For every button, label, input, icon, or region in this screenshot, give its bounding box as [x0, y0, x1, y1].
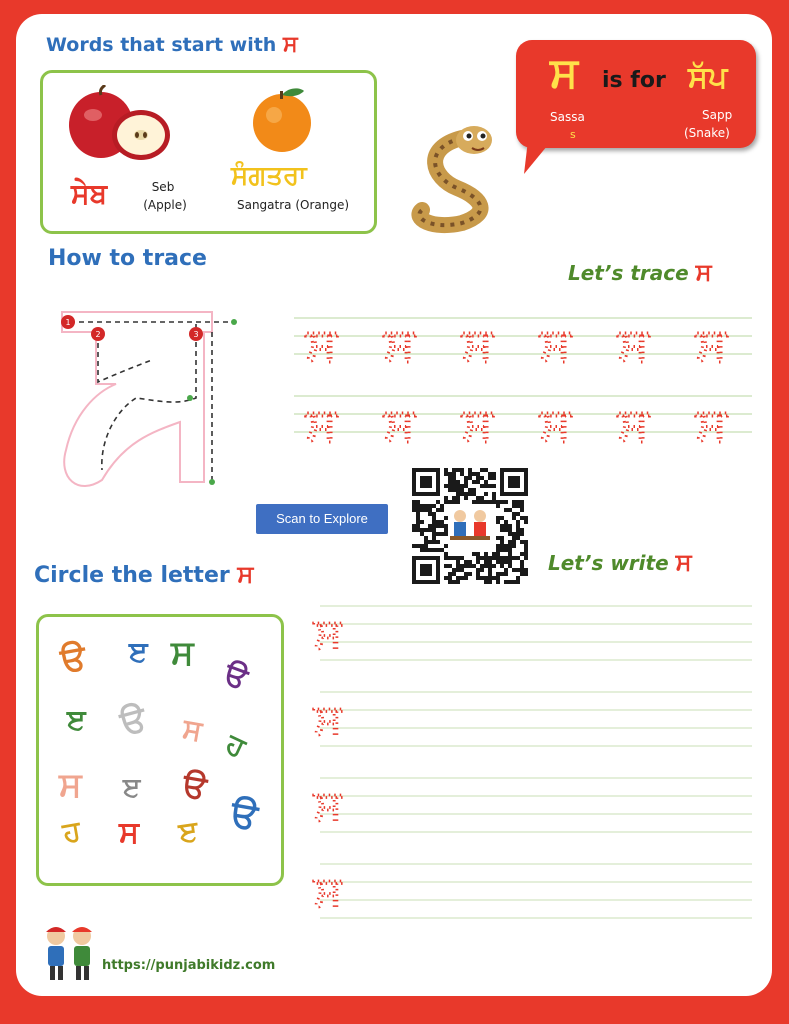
circle-heading-text: Circle the letter [34, 563, 230, 588]
trace-letter: ਸ [384, 397, 415, 444]
trace-step-2 [91, 327, 105, 341]
trace-letter: ਸ [540, 397, 571, 444]
trace-step-3 [189, 327, 203, 341]
circle-letter[interactable]: ੲ [67, 703, 86, 736]
write-sample-letter: ਸ [314, 695, 342, 744]
circle-letters-box [36, 614, 284, 886]
apple-word-english: (Apple) [143, 198, 187, 212]
trace-step-1 [61, 315, 75, 329]
bubble-tail [522, 140, 562, 176]
trace-guide [56, 302, 246, 494]
trace-letter: ਸ [384, 317, 415, 371]
trace-practice-area [292, 304, 754, 444]
scan-to-explore-button[interactable]: Scan to Explore [256, 504, 388, 534]
words-heading-letter: ਸ [282, 32, 298, 57]
circle-letter[interactable]: ਸ [171, 633, 194, 673]
lets-trace-text: Let’s trace [568, 261, 689, 285]
circle-letter[interactable]: ਸ [119, 815, 139, 850]
trace-letter: ਸ [540, 317, 571, 371]
circle-letter[interactable]: ੳ [116, 698, 151, 744]
lets-trace-heading [568, 258, 712, 286]
circle-heading [34, 560, 253, 588]
circle-letter[interactable]: ਹ [221, 726, 251, 765]
apple-word-punjabi: ਸੇਬ [71, 177, 108, 210]
orange-word-punjabi: ਸੰਗਤਰਾ [231, 161, 307, 191]
trace-letter: ਸ [696, 397, 727, 444]
bubble-word: ਸੱਪ [688, 60, 728, 95]
circle-letter[interactable]: ੳ [57, 637, 89, 681]
circle-letter[interactable]: ੲ [129, 635, 148, 668]
how-to-trace-heading: How to trace [48, 246, 207, 271]
svg-text:2: 2 [95, 330, 101, 339]
orange-image [248, 83, 316, 155]
words-heading-text: Words that start with [46, 34, 277, 56]
bubble-letter-name: Sassa [550, 110, 585, 124]
trace-lines [292, 304, 754, 444]
svg-text:3: 3 [193, 330, 199, 339]
trace-letter: ਸ [618, 397, 649, 444]
circle-heading-letter: ਸ [237, 560, 254, 588]
orange-word-caption: Sangatra (Orange) [236, 198, 350, 212]
circle-letters-grid [39, 617, 281, 883]
snake-image [402, 118, 512, 242]
circle-letter[interactable]: ੳ [219, 656, 253, 697]
bubble-word-roman: Sapp [702, 108, 733, 122]
apple-word-roman: Seb [151, 180, 175, 194]
apple-image [65, 85, 175, 167]
trace-letter: ਸ [462, 317, 493, 371]
trace-letter: ਸ [306, 397, 337, 444]
bubble-word-english: (Snake) [684, 126, 730, 140]
bubble-is-for: is for [602, 68, 666, 93]
circle-letter[interactable]: ੳ [179, 765, 210, 807]
words-box [40, 70, 377, 234]
circle-letter[interactable]: ਸ [59, 765, 82, 805]
lets-write-heading [548, 548, 692, 576]
lets-trace-letter: ਸ [695, 258, 712, 286]
svg-text:1: 1 [65, 318, 71, 327]
circle-letter[interactable]: ੲ [176, 813, 200, 850]
words-heading [46, 32, 298, 57]
bubble-letter-sound: s [570, 128, 576, 141]
footer-url[interactable]: https://punjabikidz.com [102, 958, 276, 973]
write-sample-letter: ਸ [314, 609, 342, 658]
circle-letter[interactable]: ਸ [180, 711, 205, 748]
circle-letter[interactable]: ਹ [60, 813, 83, 850]
write-sample-letter: ਸ [314, 867, 342, 916]
lets-write-text: Let’s write [548, 551, 669, 575]
write-lines [300, 596, 754, 926]
write-sample-letter: ਸ [314, 781, 342, 830]
trace-letter: ਸ [618, 317, 649, 371]
bubble-letter: ਸ [550, 48, 578, 97]
kids-logo-image [38, 922, 100, 982]
worksheet-page [16, 14, 772, 996]
is-for-bubble [516, 40, 756, 148]
qr-code-image[interactable] [410, 466, 528, 586]
lets-write-letter: ਸ [675, 548, 692, 576]
trace-letter: ਸ [696, 317, 727, 371]
trace-letter: ਸ [306, 317, 337, 371]
write-practice-area [300, 596, 754, 926]
circle-letter[interactable]: ੲ [123, 773, 141, 803]
circle-letter[interactable]: ੳ [227, 793, 261, 838]
trace-letter: ਸ [462, 397, 493, 444]
